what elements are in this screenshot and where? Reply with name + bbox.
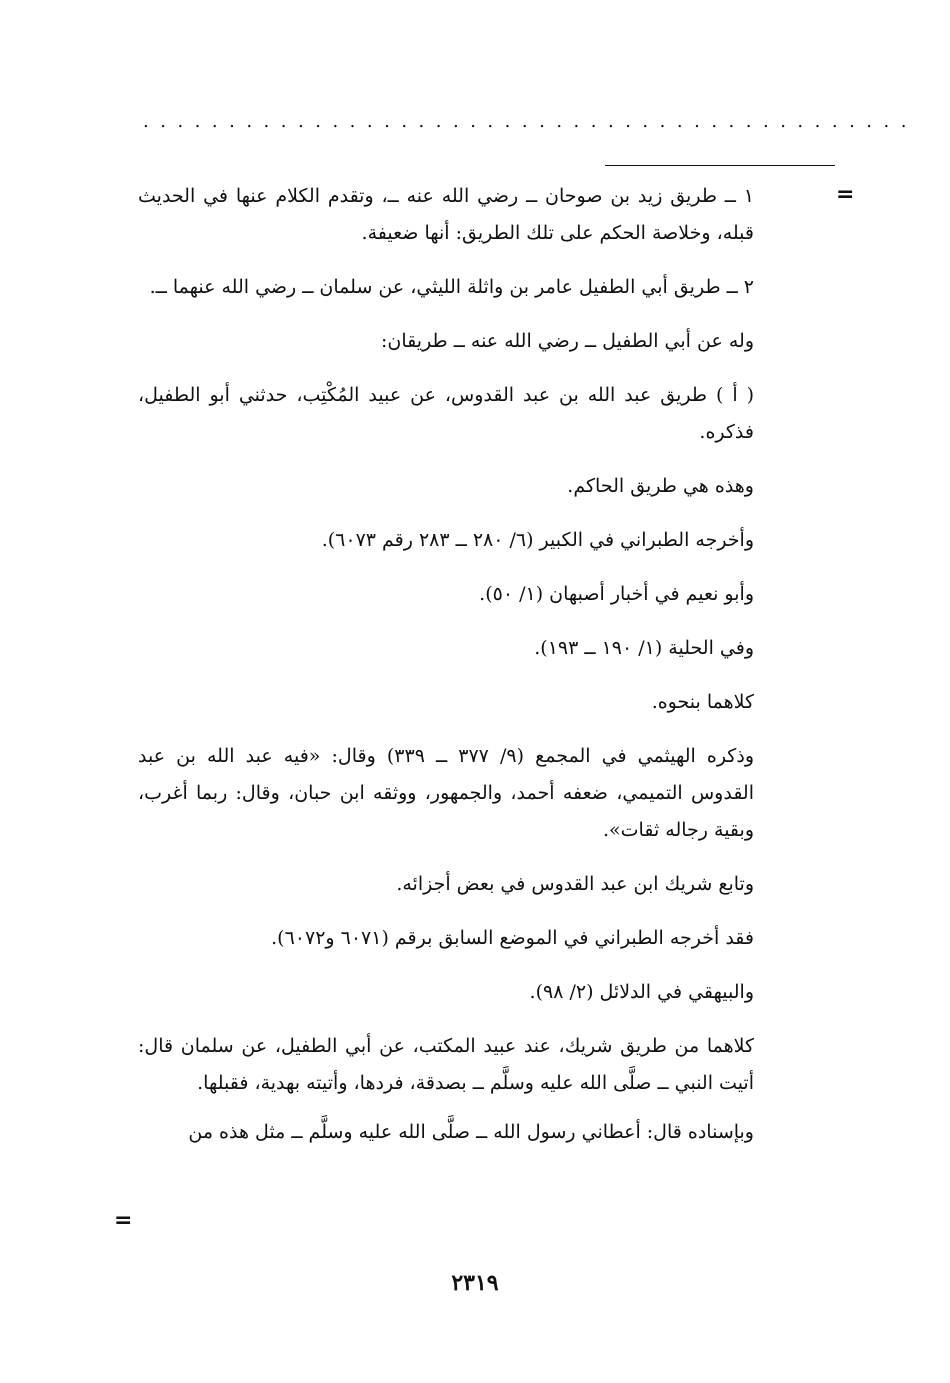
footnote-text-block <box>138 178 754 1163</box>
paragraph-2: ٢ ــ طريق أبي الطفيل عامر بن واثلة الليثي، عن سلمان ــ رضي الله عنهما ــ. <box>149 276 754 298</box>
paragraph-8: وفي الحلية (١/ ١٩٠ ــ ١٩٣). <box>534 637 754 659</box>
paragraph-4: ( أ ) طريق عبد الله بن عبد القدوس، عن عبيد المُكْتِب، حدثني أبو الطفيل، فذكره. <box>138 384 754 443</box>
paragraph-11: وتابع شريك ابن عبد القدوس في بعض أجزائه. <box>396 873 754 895</box>
continuation-mark-top: = <box>836 182 855 207</box>
page-number: ٢٣١٩ <box>451 1270 499 1296</box>
paragraph-5: وهذه هي طريق الحاكم. <box>567 475 754 497</box>
paragraph-1: ١ ــ طريق زيد بن صوحان ــ رضي الله عنه ــ، وتقدم الكلام عنها في الحديث قبله، وخلاصة الحكم على تلك الطريق: أنها ضعيفة. <box>138 185 754 244</box>
paragraph-14: كلاهما من طريق شريك، عند عبيد المكتب، عن أبي الطفيل، عن سلمان قال: أتيت النبي ــ صلَّى الله عليه وسلَّم ــ بصدقة، فردها، وأتيته بهدية، فقبلها. <box>138 1035 754 1094</box>
paragraph-7: وأبو نعيم في أخبار أصبهان (١/ ٥٠). <box>479 583 754 605</box>
paragraph-10: وذكره الهيثمي في المجمع (٩/ ٣٧٧ ــ ٣٣٩) وقال: «فيه عبد الله بن عبد القدوس التميمي، ضعفه أحمد، والجمهور، ووثقه ابن حبان، وقال: ربما أغرب، وبقية رجاله ثقات». <box>138 745 754 841</box>
paragraph-13: والبيهقي في الدلائل (٢/ ٩٨). <box>529 981 754 1003</box>
paragraph-3: وله عن أبي الطفيل ــ رضي الله عنه ــ طريقان: <box>381 330 754 352</box>
paragraph-15: وبإسناده قال: أعطاني رسول الله ــ صلَّى الله عليه وسلَّم ــ مثل هذه من <box>188 1121 754 1143</box>
footnote-separator-rule <box>605 165 835 166</box>
paragraph-6: وأخرجه الطبراني في الكبير (٦/ ٢٨٠ ــ ٢٨٣ رقم ٦٠٧٣). <box>321 529 754 551</box>
paragraph-12: فقد أخرجه الطبراني في الموضع السابق برقم (٦٠٧١ و٦٠٧٢). <box>271 927 754 949</box>
paragraph-9: كلاهما بنحوه. <box>651 691 754 713</box>
continuation-mark-bottom: = <box>114 1208 133 1233</box>
header-dotted-line: ............................................. <box>143 111 918 132</box>
